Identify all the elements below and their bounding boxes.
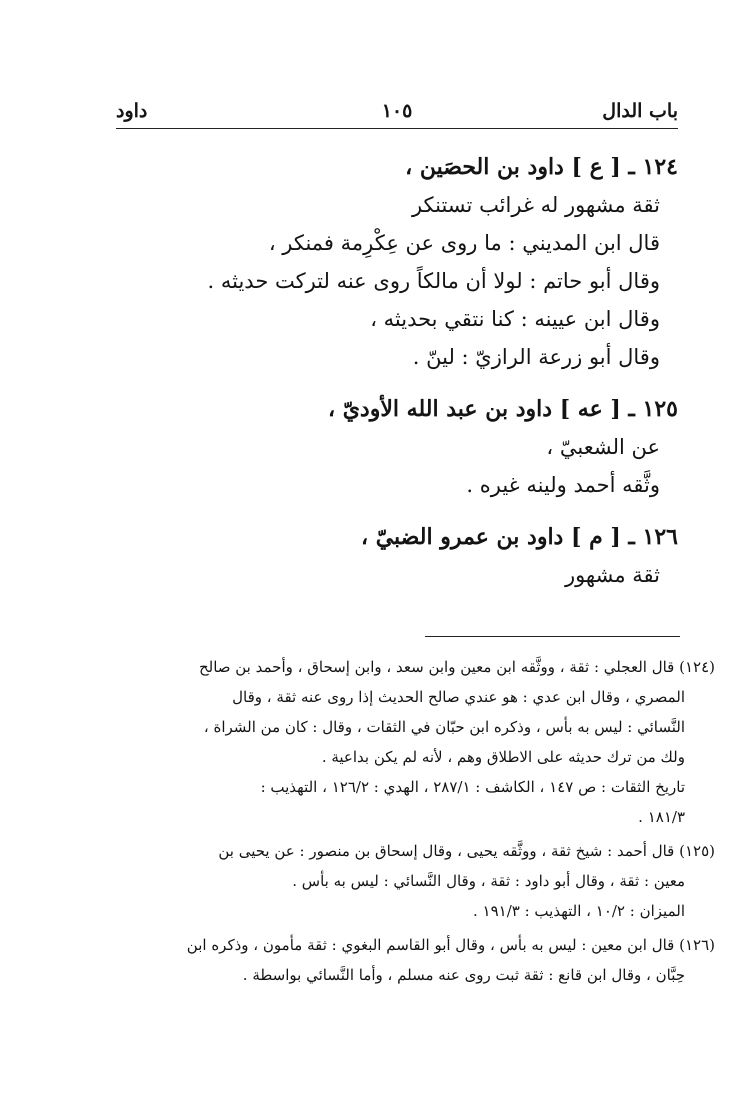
footnote-line: ولك من ترك حديثه على الاطلاق وهم ، لأنه لم يكن بداعية .: [321, 748, 685, 766]
entry-line: وقال أبو حاتم : لولا أن مالكاً روى عنه لتركت حديثه .: [207, 269, 660, 293]
entry-line: وقال أبو زرعة الرازيّ : لينّ .: [412, 345, 660, 369]
entry-126: [118, 518, 678, 594]
entry-124: [118, 148, 678, 376]
footnote-124: [45, 652, 715, 832]
footnote-line: معين : ثقة ، وقال أبو داود : ثقة ، وقال النَّسائي : ليس به بأس .: [292, 872, 685, 890]
entry-title: ١٢٥ ـ [ عه ] داود بن عبد الله الأوديّ ،: [327, 396, 678, 422]
footnote-line: النَّسائي : ليس به بأس ، وذكره ابن حبّان في الثقات ، وقال : كان من الشراة ،: [203, 718, 685, 736]
page-number: ١٠٥: [381, 100, 413, 122]
entry-line: وقال ابن عيينه : كنا نتقي بحديثه ،: [370, 307, 660, 331]
footnote-line: حِبَّان ، وقال ابن قانع : ثقة ثبت روى عنه مسلم ، وأما النَّسائي بواسطة .: [242, 966, 685, 984]
footnote-line: تاريخ الثقات : ص ١٤٧ ، الكاشف : ٢٨٧/١ ، الهدي : ١٢٦/٢ ، التهذيب :: [260, 778, 685, 796]
footnote-line: (١٢٦) قال ابن معين : ليس به بأس ، وقال أبو القاسم البغوي : ثقة مأمون ، وذكره ابن: [186, 936, 715, 954]
entry-line: قال ابن المديني : ما روى عن عِكْرِمة فمنكر ،: [268, 231, 660, 255]
entry-line: ثقة مشهور: [564, 563, 660, 587]
main-text: [118, 148, 678, 608]
footnote-125: [45, 836, 715, 926]
entry-line: عن الشعبيّ ،: [546, 435, 660, 459]
footnote-line: (١٢٥) قال أحمد : شيخ ثقة ، ووثَّقه يحيى ، وقال إسحاق بن منصور : عن يحيى بن: [218, 842, 715, 860]
footnote-line: ١٨١/٣ .: [638, 808, 685, 826]
running-head: [116, 98, 678, 129]
running-name: داود: [116, 100, 148, 122]
entry-title: ١٢٦ ـ [ م ] داود بن عمرو الضبيّ ،: [360, 524, 678, 550]
chapter-title: باب الدال: [602, 100, 678, 122]
footnote-separator: [425, 636, 680, 637]
footnote-line: (١٢٤) قال العجلي : ثقة ، ووثَّقه ابن معين وابن سعد ، وابن إسحاق ، وأحمد بن صالح: [198, 658, 715, 676]
footnote-line: الميزان : ١٠/٢ ، التهذيب : ١٩١/٣ .: [473, 902, 685, 920]
entry-title: ١٢٤ ـ [ ع ] داود بن الحصَين ،: [405, 154, 678, 180]
entry-line: ثقة مشهور له غرائب تستنكر: [411, 193, 660, 217]
entry-125: [118, 390, 678, 504]
footnote-line: المصري ، وقال ابن عدي : هو عندي صالح الحديث إذا روى عنه ثقة ، وقال: [232, 688, 685, 706]
footnote-126: [45, 930, 715, 990]
footnotes: [45, 652, 715, 994]
entry-line: وثَّقه أحمد ولينه غيره .: [466, 473, 660, 497]
